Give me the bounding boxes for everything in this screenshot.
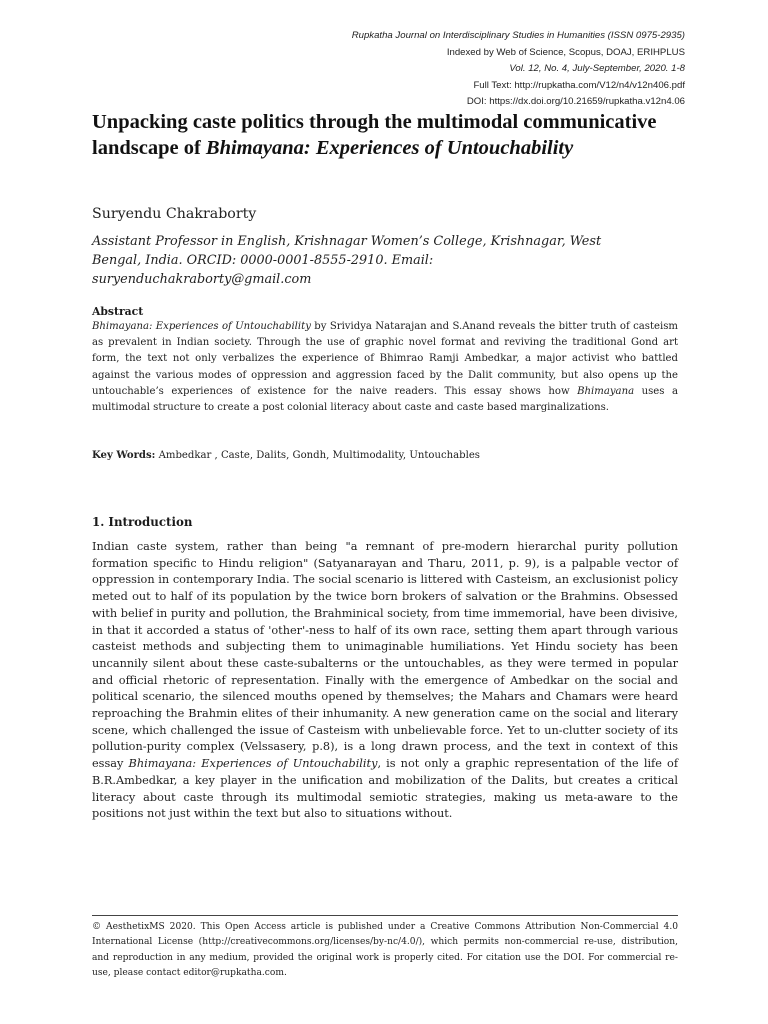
- abstract-text-1: by Srividya Natarajan and S.Anand reveals the bitter truth of casteism as prevalent in Indian society. Through the use of graphic novel format and reviving the traditional Gond art form, the text not only verbalizes the experience of Bhimrao Ramji Ambedkar, a major activist who battled against the various modes of oppression and aggression faced by the Dalit community, but also opens up the untouchable’s experiences of existence for the naive readers. This essay shows how: [92, 321, 678, 397]
- indexing-info: Indexed by Web of Science, Scopus, DOAJ, ERIHPLUS: [446, 46, 685, 58]
- keywords-list: Ambedkar , Caste, Dalits, Gondh, Multimodality, Untouchables: [155, 450, 480, 461]
- abstract-italic-title: Bhimayana: Experiences of Untouchability: [92, 321, 311, 332]
- title-text: Unpacking caste politics through the multimodal communicative landscape of: [92, 111, 657, 159]
- volume-info: Vol. 12, No. 4, July-September, 2020. 1-8: [509, 63, 685, 74]
- introduction-body: [92, 539, 678, 823]
- intro-italic-title: Bhimayana: Experiences of Untouchability: [128, 757, 378, 771]
- abstract-text-2: uses a multimodal structure to create a post colonial literacy about caste and caste based marginalizations.: [92, 385, 678, 414]
- keywords-label: Key Words:: [92, 450, 156, 461]
- title-italic-text: Bhimayana: Experiences of Untouchability: [205, 137, 574, 159]
- journal-name: Rupkatha Journal on Interdisciplinary Studies in Humanities (ISSN 0975-2935): [351, 30, 685, 41]
- author-affiliation: Assistant Professor in English, Krishnagar Women’s College, Krishnagar, West Bengal, India. ORCID: 0000-0001-8555-2910. Email: suryenduchakraborty@gmail.com: [92, 234, 602, 287]
- doi-link[interactable]: DOI: https://dx.doi.org/10.21659/rupkatha.v12n4.06: [466, 96, 685, 107]
- section-heading-introduction: 1. Introduction: [92, 515, 193, 529]
- license-footnote: © AesthetixMS 2020. This Open Access article is published under a Creative Commons Attribution Non-Commercial 4.0 International License (http://creativecommons.org/licenses/by-nc/4.0/), which permits non-commercial re-use, distribution, and reproduction in any medium, provided the original work is properly cited. For citation use the DOI. For commercial re-use, please contact editor@rupkatha.com.: [92, 922, 678, 978]
- footnote-divider: [92, 915, 678, 916]
- full-text-link[interactable]: Full Text: http://rupkatha.com/V12/n4/v12n406.pdf: [473, 79, 685, 91]
- abstract-heading: Abstract: [92, 305, 144, 318]
- abstract-body: [92, 319, 678, 416]
- abstract-italic-mid: Bhimayana: [577, 385, 635, 397]
- author-name: Suryendu Chakraborty: [92, 206, 257, 222]
- keywords: [92, 448, 678, 464]
- journal-header: [225, 28, 685, 111]
- intro-text-2: , is not only a graphic representation of the life of B.R.Ambedkar, a key player in the unification and mobilization of the Dalits, but creates a critical literacy about caste through its multimodal semiotic strategies, making us meta-aware to the positions not just within the text but also to situations without.: [92, 757, 679, 821]
- paper-title: [92, 109, 672, 161]
- intro-text-1: Indian caste system, rather than being "a remnant of pre-modern hierarchal purity pollution formation specific to Hindu religion" (Satyanarayan and Tharu, 2011, p. 9), is a palpable vector of oppression in contemporary India. The social scenario is littered with Casteism, an exclusionist policy meted out to half of its population by the twice born brokers of salvation or the Brahmins. Obsessed with belief in purity and pollution, the Brahminical society, from time immemorial, have been divisive, in that it accorded a status of 'other'-ness to half of its own race, setting them apart through various casteist methods and subjecting them to unimaginable humiliations. Yet Hindu society has been uncannily silent about these caste-subalterns or the untouchables, as they were termed in popular and official rhetoric of representation. Finally with the emergence of Ambedkar on the social and political scenario, the silenced mouths opened by themselves; the Mahars and Chamars were heard reproaching the Brahmin elites of their inhumanity. A new generation came on the social and literary scene, which challenged the issue of Casteism with unbelievable force. Yet to un-clutter society of its pollution-purity complex (Velssasery, p.8), is a long drawn process, and the text in context of this essay: [92, 540, 678, 771]
